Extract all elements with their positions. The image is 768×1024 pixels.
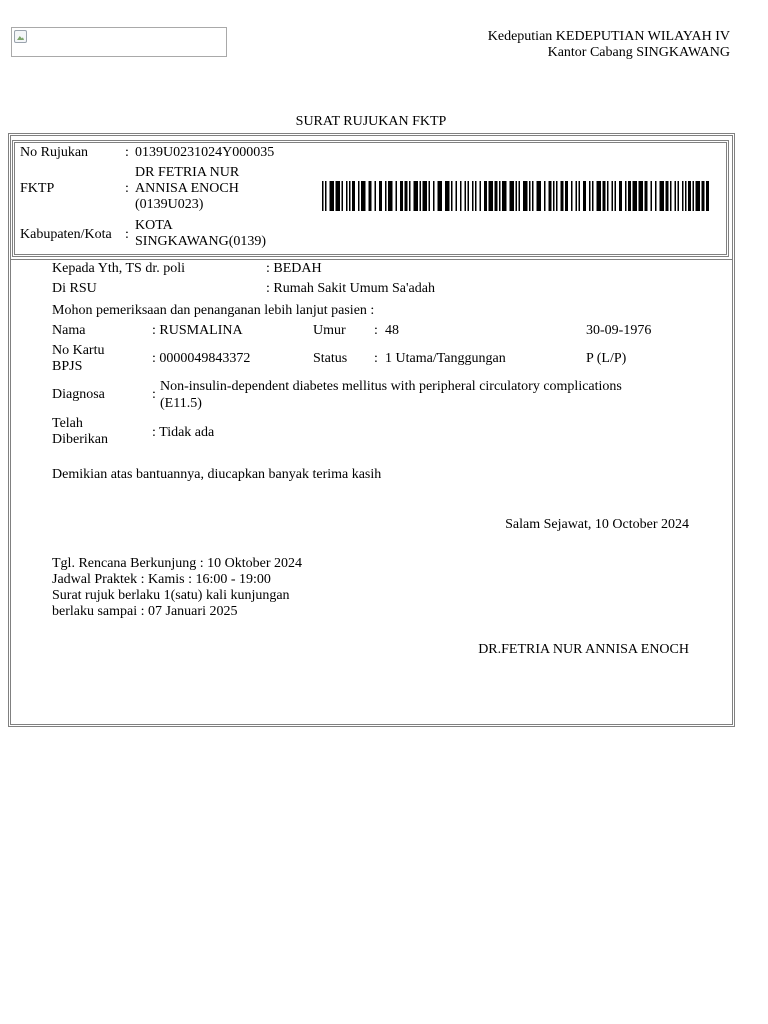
kabupaten-label: Kabupaten/Kota xyxy=(20,227,112,242)
fktp-value-line3: (0139U023) xyxy=(135,197,204,212)
sex-value: P (L/P) xyxy=(586,351,627,366)
jadwal-text: Jadwal Praktek : Kamis : 16:00 - 19:00 xyxy=(52,572,271,587)
birth-date: 30-09-1976 xyxy=(586,323,652,338)
salam-text: Salam Sejawat, 10 October 2024 xyxy=(505,517,689,532)
umur-label: Umur xyxy=(313,323,346,338)
fktp-label: FKTP xyxy=(20,181,55,196)
status-value: 1 Utama/Tanggungan xyxy=(385,351,506,366)
office-header xyxy=(488,29,730,61)
umur-colon: : xyxy=(374,323,378,338)
no-rujukan-value: 0139U0231024Y000035 xyxy=(135,145,275,160)
dirsu-label: Di RSU xyxy=(52,281,97,296)
diagnosa-colon: : xyxy=(152,387,156,402)
office-branch: Kantor Cabang SINGKAWANG xyxy=(547,45,730,60)
kabupaten-colon: : xyxy=(125,227,129,242)
broken-image-icon xyxy=(14,30,27,43)
telah-value: : Tidak ada xyxy=(152,425,215,440)
status-label: Status xyxy=(313,351,348,366)
status-colon: : xyxy=(374,351,378,366)
kabupaten-value-line1: KOTA xyxy=(135,218,173,233)
diagnosa-label: Diagnosa xyxy=(52,387,105,402)
barcode xyxy=(322,181,712,211)
document-title: SURAT RUJUKAN FKTP xyxy=(295,114,447,129)
berlaku-text-1: Surat rujuk berlaku 1(satu) kali kunjungan xyxy=(52,588,290,603)
umur-value: 48 xyxy=(385,323,399,338)
doctor-signature: DR.FETRIA NUR ANNISA ENOCH xyxy=(478,642,689,657)
fktp-value-line1: DR FETRIA NUR xyxy=(135,165,240,180)
nama-label: Nama xyxy=(52,323,86,338)
nokartu-label-line1: No Kartu xyxy=(52,343,105,358)
diagnosa-value-line1: Non-insulin-dependent diabetes mellitus with peripheral circulatory complications xyxy=(160,379,622,394)
logo-image xyxy=(11,27,227,57)
office-deputy: Kedeputian KEDEPUTIAN WILAYAH IV xyxy=(487,29,730,44)
fktp-colon: : xyxy=(125,181,129,196)
kabupaten-value-line2: SINGKAWANG(0139) xyxy=(135,234,267,249)
telah-label-line2: Diberikan xyxy=(52,432,108,447)
berlaku-text-2: berlaku sampai : 07 Januari 2025 xyxy=(52,604,238,619)
nokartu-label-line2: BPJS xyxy=(52,359,83,374)
kepada-label: Kepada Yth, TS dr. poli xyxy=(52,261,185,276)
section-divider xyxy=(11,259,732,260)
diagnosa-value-line2: (E11.5) xyxy=(160,396,202,411)
telah-label-line1: Telah xyxy=(52,416,83,431)
no-rujukan-label: No Rujukan xyxy=(20,145,89,160)
kepada-value: : BEDAH xyxy=(266,261,322,276)
tgl-rencana-text: Tgl. Rencana Berkunjung : 10 Oktober 2024 xyxy=(52,556,303,571)
nama-value: : RUSMALINA xyxy=(152,323,243,338)
intro-text: Mohon pemeriksaan dan penanganan lebih lanjut pasien : xyxy=(52,303,375,318)
dirsu-value: : Rumah Sakit Umum Sa'adah xyxy=(266,281,435,296)
thanks-text: Demikian atas bantuannya, diucapkan banyak terima kasih xyxy=(52,467,382,482)
fktp-value-line2: ANNISA ENOCH xyxy=(135,181,239,196)
nokartu-value: : 0000049843372 xyxy=(152,351,251,366)
no-rujukan-colon: : xyxy=(125,145,129,160)
